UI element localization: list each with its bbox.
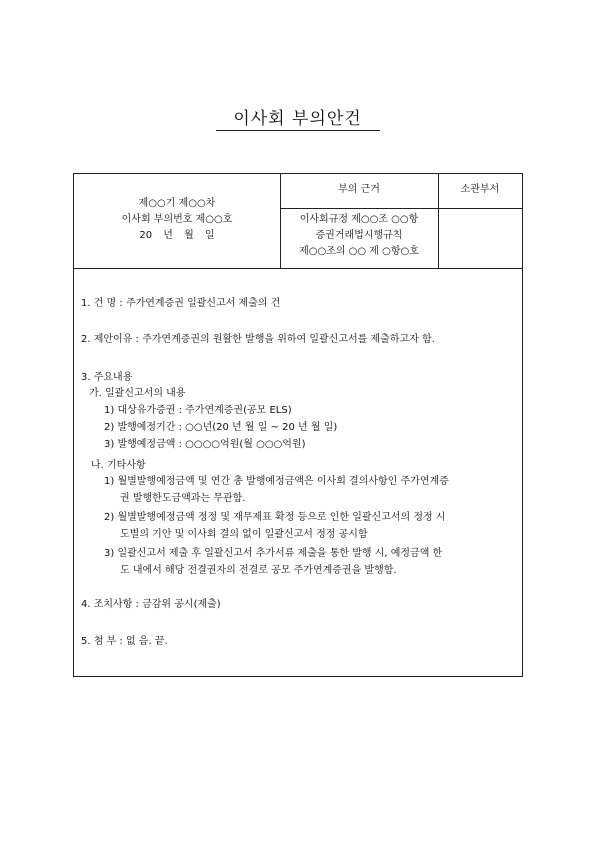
basis-label: 부의 근거 — [338, 184, 380, 195]
reason-line: 2. 제안이유 : 주가연계증권의 원활한 발행을 위하여 일괄신고서를 제출하고자 함. — [81, 334, 435, 345]
action-line: 4. 조치사항 : 금감위 공시(제출) — [81, 599, 221, 610]
meeting-date: 20 년 월 일 — [139, 230, 215, 241]
agenda-number: 이사회 부의번호 제○○호 — [121, 214, 233, 225]
title-underline — [216, 130, 380, 131]
subject-line: 1. 건 명 : 주가연계증권 일괄신고서 제출의 건 — [81, 298, 281, 309]
na-item-3-line-2: 도 내에서 해당 전결권자의 전결로 공모 주가연계증권을 발행함. — [120, 565, 397, 576]
ga-item-2: 2) 발행예정기간 : ○○년(20 년 월 일 ~ 20 년 월 일) — [104, 422, 338, 433]
basis-regulation: 이사회규정 제○○조 ○○항 — [299, 214, 419, 225]
na-item-1-line-1: 1) 월별발행예정금액 및 연간 총 발행예정금액은 이사회 결의사항인 주가연계증 — [104, 476, 449, 487]
agenda-form — [73, 173, 523, 677]
na-item-2-line-2: 도별의 기안 및 이사회 결의 없이 일괄신고서 정정 공시함 — [120, 529, 368, 540]
department-label: 소관부서 — [460, 184, 500, 195]
ga-item-3: 3) 발행예정금액 : ○○○○억원(월 ○○○억원) — [104, 439, 306, 450]
main-content-heading: 3. 주요내용 — [81, 372, 133, 383]
section-na-heading: 나. 기타사항 — [91, 460, 146, 471]
basis-law: 증권거래법시행규칙 — [315, 230, 403, 241]
na-item-3-line-1: 3) 일괄신고서 제출 후 일괄신고서 추가서류 제출을 통한 발행 시, 예정금액 한 — [104, 548, 443, 559]
header-label-rule — [280, 208, 522, 209]
na-item-2-line-1: 2) 월별발행예정금액 정정 및 재무제표 확정 등으로 인한 일괄신고서의 정정 시 — [104, 512, 446, 523]
document-title: 이사회 부의안건 — [233, 109, 362, 129]
meeting-number: 제○○기 제○○차 — [138, 198, 216, 209]
basis-values-cell — [280, 212, 438, 260]
ga-item-1: 1) 대상유가증권 : 주가연계증권(공모 ELS) — [104, 405, 292, 416]
meeting-info-cell — [74, 196, 280, 244]
basis-article: 제○○조의 ○○ 제 ○항○호 — [299, 246, 419, 257]
attachment-line: 5. 첨 부 : 없 음. 끝. — [81, 636, 168, 647]
na-item-1-line-2: 권 발행한도금액과는 무관함. — [120, 493, 246, 504]
section-ga-heading: 가. 일괄신고서의 내용 — [89, 388, 186, 399]
header-bottom-rule — [74, 268, 522, 269]
